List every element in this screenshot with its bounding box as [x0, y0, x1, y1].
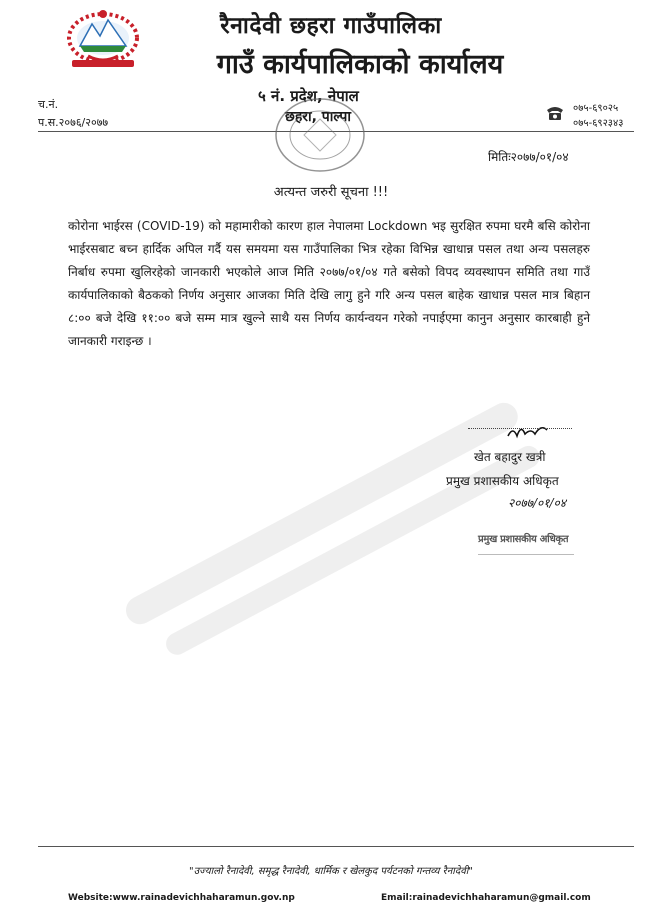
office-name: गाउँ कार्यपालिकाको कार्यालय [216, 49, 504, 80]
address-text: छहरा, पाल्पा [285, 109, 351, 125]
stamp-underline [478, 554, 574, 555]
signature-line [468, 428, 572, 429]
notice-body: कोरोना भाईरस (COVID-19) को महामारीको कारण हाल नेपालमा Lockdown भइ सुरक्षित रुपमा घरमै बसि कोरोना भाईरसबाट बच्न हार्दिक अपिल गर्दै यस समयमा यस गाउँपालिका भित्र रहेका विभिन्न खाधान्न पसल तथा अन्य पसलहरु निर्बाध रुपमा खुलिरहेको जानकारी भएकोले आज मिति २०७७/०१/०४ गते बसेको विपद व्यवस्थापन समिति तथा गाउँ कार्यपालिकाको बैठकको निर्णय अनुसार आजका मिति देखि लागु हुने गरि अन्य पसल बाहेक खाधान्न पसल मात्र बिहान ८:०० बजे देखि ११:०० बजे सम्म मात्र खुल्ने साथै यस निर्णय कार्यन्वयन गरेको नपाईएमा कानुन अनुसार कारबाही हुने जानकारी गराइन्छ । [68, 219, 590, 348]
fiscal-year-reference: प.स.२०७६/२०७७ [38, 116, 109, 129]
phone-number-2: ०७५-६९२३४३ [573, 118, 624, 129]
signed-date: २०७७/०१/०४ [508, 496, 567, 510]
designation-stamp: प्रमुख प्रशासकीय अधिकृत [478, 534, 569, 545]
province-text: ५ नं. प्रदेश, नेपाल [258, 87, 359, 105]
notice-subject: अत्यन्त जरुरी सूचना !!! [273, 185, 389, 200]
email-link[interactable]: Email:rainadevichhaharamun@gmail.com [381, 893, 591, 903]
signature-scribble [505, 422, 550, 442]
signatory-title: प्रमुख प्रशासकीय अधिकृत [446, 474, 559, 488]
letter-number-label: च.नं. [38, 98, 59, 111]
signatory-name: खेत बहादुर खत्री [474, 450, 546, 464]
municipality-name: रैनादेवी छहरा गाउँपालिका [220, 13, 442, 39]
footer-slogan: "उज्यालो रैनादेवी, समृद्ध रैनादेवी, धार्मिक र खेलकुद पर्यटनको गन्तव्य रैनादेवी" [189, 866, 473, 877]
notice-date: मितिः२०७७/०१/०४ [488, 150, 569, 164]
office-seal-stamp [268, 95, 372, 175]
website-link[interactable]: Website:www.rainadevichhaharamun.gov.np [68, 893, 295, 903]
telephone-icon [545, 105, 565, 121]
phone-number-1: ०७५-६९०२५ [573, 103, 619, 114]
footer-divider [38, 846, 634, 847]
